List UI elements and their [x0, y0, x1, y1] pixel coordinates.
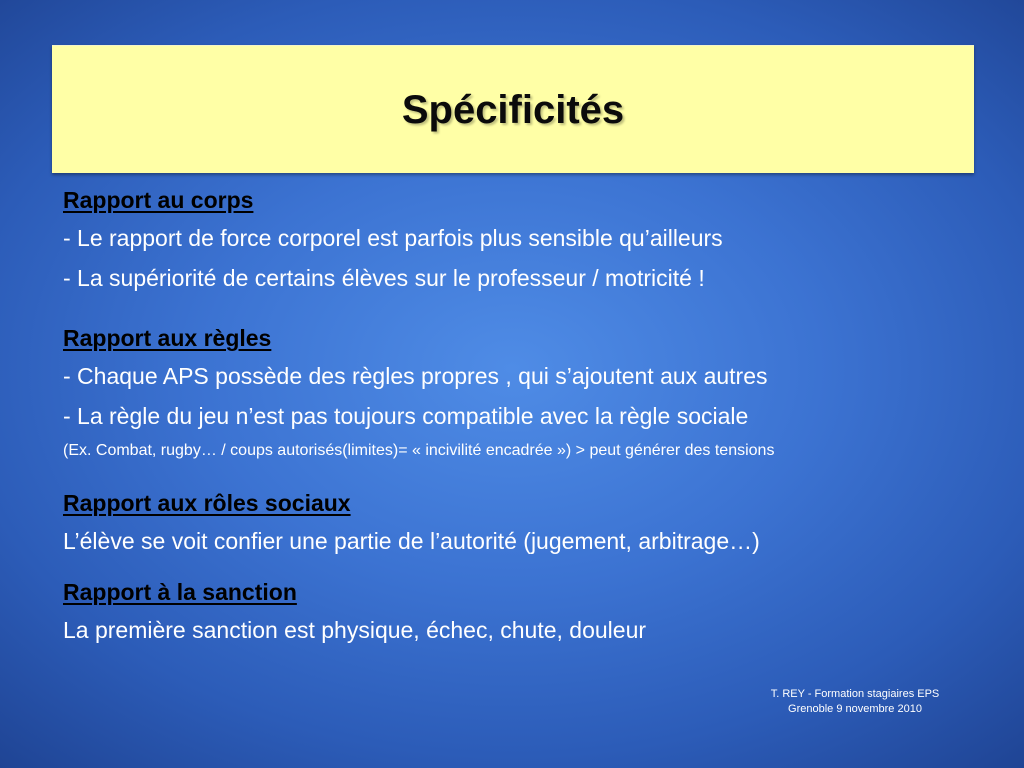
- bullet-line: - La supériorité de certains élèves sur le professeur / motricité !: [63, 265, 705, 291]
- example-note: (Ex. Combat, rugby… / coups autorisés(limites)= « incivilité encadrée ») > peut générer des tensions: [63, 442, 775, 459]
- bullet-line: - Chaque APS possède des règles propres , qui s’ajoutent aux autres: [63, 363, 768, 389]
- section-heading: Rapport aux rôles sociaux: [63, 490, 351, 516]
- title-box: [52, 45, 974, 173]
- section-rapport-aux-regles: [63, 320, 963, 466]
- slide-title: Spécificités: [401, 88, 625, 132]
- slide-footer: [740, 687, 970, 717]
- section-heading: Rapport au corps: [63, 187, 254, 213]
- body-line: L’élève se voit confier une partie de l’autorité (jugement, arbitrage…): [63, 528, 760, 554]
- body-line: La première sanction est physique, échec, chute, douleur: [63, 617, 647, 643]
- section-rapport-aux-roles-sociaux: [63, 485, 963, 561]
- footer-author: T. REY - Formation stagiaires EPS: [770, 688, 940, 700]
- section-rapport-a-la-sanction: [63, 574, 963, 650]
- footer-date: Grenoble 9 novembre 2010: [788, 703, 922, 715]
- bullet-line: - Le rapport de force corporel est parfois plus sensible qu’ailleurs: [63, 225, 723, 251]
- slide-content: [63, 182, 963, 650]
- section-rapport-au-corps: [63, 182, 963, 298]
- section-heading: Rapport à la sanction: [63, 579, 297, 605]
- bullet-line: - La règle du jeu n’est pas toujours compatible avec la règle sociale: [63, 403, 749, 429]
- section-heading: Rapport aux règles: [63, 325, 272, 351]
